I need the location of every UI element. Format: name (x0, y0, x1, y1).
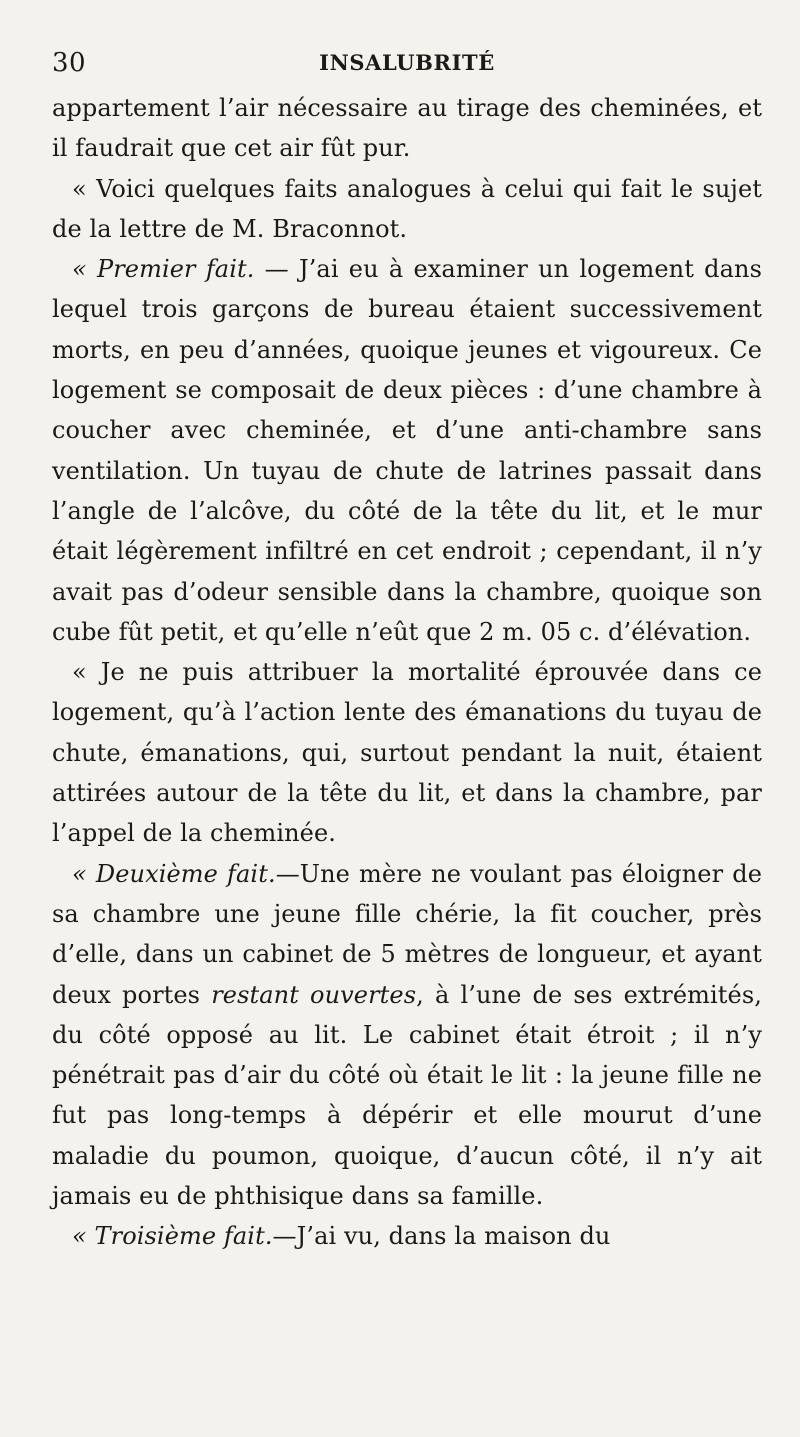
emphasized-text: restant ouvertes (211, 980, 417, 1009)
page-header (52, 40, 762, 88)
paragraph-text: — J’ai eu à examiner un logement dans lequel trois garçons de bureau étaient successivement morts, en peu d’années, quoique jeunes et vigoureux. Ce logement se composait de deux pièces : d’une chambre à coucher avec cheminée, et d’une anti-chambre sans ventilation. Un tuyau de chute de latrines passait dans l’angle de l’alcôve, du côté de la tête du lit, et le mur était légèrement infiltré en cet endroit ; cependant, il n’y avait pas d’odeur sensible dans la chambre, quoique son cube fût petit, et qu’elle n’eût que 2 m. 05 c. d’élévation. (52, 255, 763, 646)
paragraph-text: —J’ai vu, dans la maison du (272, 1222, 611, 1251)
fact-heading: « Troisième fait. (72, 1222, 273, 1251)
fact-heading: « Premier fait. (72, 255, 255, 284)
fact-heading: « Deuxième fait. (72, 859, 276, 888)
paragraph-4 (52, 652, 762, 853)
body-text (52, 88, 762, 1257)
running-title: INSALUBRITÉ (319, 50, 495, 75)
paragraph-troisieme-fait (52, 1216, 762, 1256)
page-number: 30 (52, 48, 87, 78)
paragraph-1 (52, 88, 762, 169)
paragraph-premier-fait (52, 249, 762, 652)
paragraph-2 (52, 169, 762, 250)
paragraph-text: appartement l’air nécessaire au tirage des cheminées, et il faudrait que cet air fût pur. (52, 94, 762, 163)
paragraph-deuxieme-fait (52, 854, 762, 1217)
paragraph-text: —Une mère ne voulant pas éloigner de sa chambre une jeune fille chérie, la fit coucher, près d’elle, dans un cabinet de 5 mètres de longueur, et ayant deux portes (52, 859, 762, 1009)
paragraph-text-tail: , à l’une de ses extrémités, du côté opposé au lit. Le cabinet était étroit ; il n’y pénétrait pas d’air du côté où était le lit : la jeune fille ne fut pas long-temps à dépérir et elle mourut d’une maladie du poumon, quoique, d’aucun côté, il n’y ait jamais eu de phthisique dans sa famille. (52, 980, 762, 1211)
paragraph-text: « Je ne puis attribuer la mortalité éprouvée dans ce logement, qu’à l’action lente des émanations du tuyau de chute, émanations, qui, surtout pendant la nuit, étaient attirées autour de la tête du lit, et dans la chambre, par l’appel de la cheminée. (52, 658, 762, 848)
paragraph-text: « Voici quelques faits analogues à celui qui fait le sujet de la lettre de M. Braconnot. (52, 174, 762, 243)
